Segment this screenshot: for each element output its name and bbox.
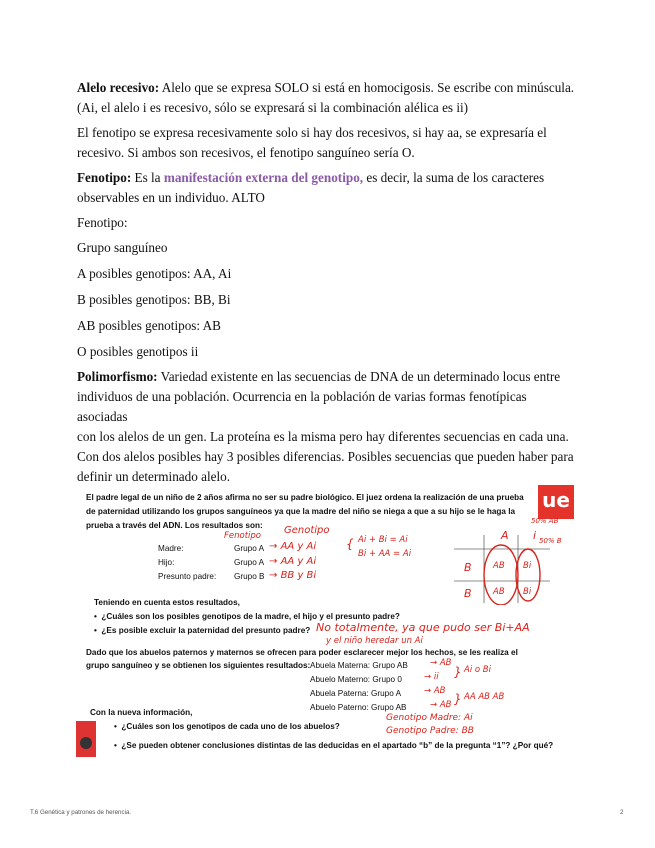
hand-cruce2: Bi + AA = Ai (358, 549, 412, 559)
hand-abuelo-pat-text: AB (439, 700, 452, 710)
alelo-recesivo-paragraph (77, 78, 577, 118)
padre-grupo: Grupo B (234, 572, 265, 581)
slide-intro-line1: El padre legal de un niño de 2 años afirma no ser su padre biológico. El juez ordena la realización de una prueba (86, 493, 524, 502)
hand-gen-padre: Genotipo Padre: BB (386, 726, 474, 736)
nueva-info: Con la nueva información, (90, 708, 193, 717)
punnett-allele-a: A (501, 529, 509, 542)
fenotipo-line2: observables en un individuo. ALTO (77, 190, 265, 205)
genotipos-a: A posibles genotipos: AA, Ai (77, 266, 232, 281)
fenotipo-recesivo-paragraph (77, 123, 577, 163)
punnett-cell-ab1: AB (493, 561, 505, 571)
question-1a: • ¿Cuáles son los posibles genotipos de la madre, el hijo y el presunto padre? (94, 612, 400, 621)
fenotipo-post: es decir, la suma de los caracteres (363, 170, 545, 185)
question-2b-text: ¿Se pueden obtener conclusiones distintas de las deducidas en el apartado “b” de la pregunta “1”? ¿Por qué? (121, 741, 554, 750)
page-number: 2 (620, 809, 624, 816)
hand-abuelo-pat: → AB (430, 700, 452, 710)
hand-cruce1: Ai + Bi = Ai (358, 535, 408, 545)
polimorfismo-line3: con los alelos de un gen. La proteína es la misma pero hay diferentes secuencias en cada una. (77, 429, 569, 444)
hand-abuela-pat-text: AB (433, 686, 446, 696)
madre-grupo: Grupo A (234, 544, 265, 553)
hand-brace-mat: } (454, 665, 462, 679)
hand-padre-gen-text: BB y Bi (280, 570, 317, 581)
hand-hijo-gen-text: AA y Ai (280, 556, 317, 567)
grupo-sanguineo: Grupo sanguíneo (77, 240, 168, 255)
genotipos-ab: AB posibles genotipos: AB (77, 318, 221, 333)
polimorfismo-line5: definir un determinado alelo. (77, 469, 231, 484)
punnett-cell-bi2: Bi (523, 587, 532, 597)
abuelo-materno: Abuelo Materno: Grupo 0 (310, 675, 402, 684)
fenotipo-highlight: manifestación externa del genotipo, (163, 170, 364, 185)
alelo-recesivo-term: Alelo recesivo: (77, 80, 160, 95)
polimorfismo-term: Polimorfismo: (77, 369, 158, 384)
fenotipo-label: Fenotipo: (77, 215, 128, 230)
hand-respuesta2: y el niño heredar un Ai (326, 636, 423, 646)
hand-fenotipo: Fenotipo (224, 531, 261, 541)
abuela-paterna: Abuela Paterna: Grupo A (310, 689, 402, 698)
dado-line1: Dado que los abuelos paternos y maternos se ofrecen para poder esclarecer mejor los hechos, se les realiza el (86, 648, 518, 657)
hijo-grupo: Grupo A (234, 558, 265, 567)
question-1b-text: ¿Es posible excluir la paternidad del presunto padre? (101, 626, 311, 635)
teniendo-text: Teniendo en cuenta estos resultados, (94, 598, 240, 607)
hand-brace: { (346, 537, 354, 551)
hand-madre-gen: → AA y Ai (269, 541, 317, 552)
footer-title: T.6 Genética y patrones de herencia. (30, 809, 132, 816)
hand-genotipo: Genotipo (284, 525, 330, 536)
hand-abuela-pat: → AB (424, 686, 446, 696)
abuela-materna: Abuela Materna: Grupo AB (310, 661, 408, 670)
slide-corner-decoration (76, 721, 96, 757)
polimorfismo-line4: Con dos alelos posibles hay 3 posibles diferencias. Posibles secuencias que pueden haber para (77, 449, 574, 464)
hand-abuela-mat-text: AB (439, 658, 452, 668)
dado-line2: grupo sanguíneo y se obtienen los siguientes resultados: (86, 661, 311, 670)
hand-hijo-gen: → AA y Ai (269, 556, 317, 567)
hand-aa-ab: AA AB AB (464, 692, 505, 702)
hand-abuelo-mat: → ii (424, 672, 439, 682)
hijo-label: Hijo: (158, 558, 175, 567)
exercise-slide-image (76, 485, 574, 757)
padre-label: Presunto padre: (158, 572, 217, 581)
alelo-recesivo-text: Alelo que se expresa SOLO si está en homocigosis. Se escribe con minúscula. (159, 80, 575, 95)
question-2a: • ¿Cuáles son los genotipos de cada uno de los abuelos? (114, 722, 340, 731)
punnett-allele-i: i (533, 529, 537, 542)
question-2a-text: ¿Cuáles son los genotipos de cada uno de los abuelos? (121, 722, 340, 731)
fenotipo-recesivo-line2: recesivo. Si ambos son recesivos, el fenotipo sanguíneo sería O. (77, 145, 415, 160)
hand-abuelo-mat-text: ii (433, 672, 439, 682)
polimorfismo-paragraph (77, 367, 577, 487)
abuelo-paterno: Abuelo Paterno: Grupo AB (310, 703, 407, 712)
slide-intro-line3: prueba a través del ADN. Los resultados son: (86, 521, 263, 530)
fenotipo-pre: Es la (131, 170, 164, 185)
punnett-cell-ab2: AB (493, 587, 505, 597)
question-1b: • ¿Es posible excluir la paternidad del presunto padre? (94, 626, 311, 635)
slide-intro-line2: de paternidad utilizando los grupos sanguíneos ya que la madre del niño se niega a que a su hijo se le haga la (86, 507, 516, 516)
madre-label: Madre: (158, 544, 184, 553)
fenotipo-recesivo-line1: El fenotipo se expresa recesivamente solo si hay dos recesivos, si hay aa, se expresaría el (77, 125, 547, 140)
polimorfismo-line1: Variedad existente en las secuencias de DNA de un determinado locus entre (157, 369, 561, 384)
question-2b: • ¿Se pueden obtener conclusiones distintas de las deducidas en el apartado “b” de la pregunta “1”? ¿Por qué? (114, 741, 554, 750)
university-logo: ue (538, 485, 574, 519)
question-1a-text: ¿Cuáles son los posibles genotipos de la madre, el hijo y el presunto padre? (101, 612, 400, 621)
genotipos-o: O posibles genotipos ii (77, 344, 199, 359)
alelo-recesivo-example: (Ai, el alelo i es recesivo, sólo se expresará si la combinación alélica es ii) (77, 100, 469, 115)
polimorfismo-line2: individuos de una población. Ocurrencia en la población de varias formas fenotípicas asociadas (77, 389, 527, 424)
punnett-allele-b2: B (464, 587, 472, 600)
genotipos-b: B posibles genotipos: BB, Bi (77, 292, 231, 307)
punnett-pct2: 50% B (539, 537, 562, 545)
fenotipo-term: Fenotipo: (77, 170, 132, 185)
hand-abuela-mat: → AB (430, 658, 452, 668)
hand-brace-pat: } (454, 692, 462, 706)
punnett-allele-b1: B (464, 561, 472, 574)
hand-padre-gen: → BB y Bi (269, 570, 317, 581)
punnett-pct1: 50% AB (531, 517, 559, 525)
hand-ai-bi: Ai o Bi (464, 665, 491, 675)
hand-respuesta1: No totalmente, ya que pudo ser Bi+AA (316, 621, 530, 634)
fenotipo-paragraph (77, 168, 577, 208)
hand-madre-gen-text: AA y Ai (280, 541, 317, 552)
hand-gen-madre: Genotipo Madre: Ai (386, 713, 473, 723)
punnett-cell-bi1: Bi (523, 561, 532, 571)
